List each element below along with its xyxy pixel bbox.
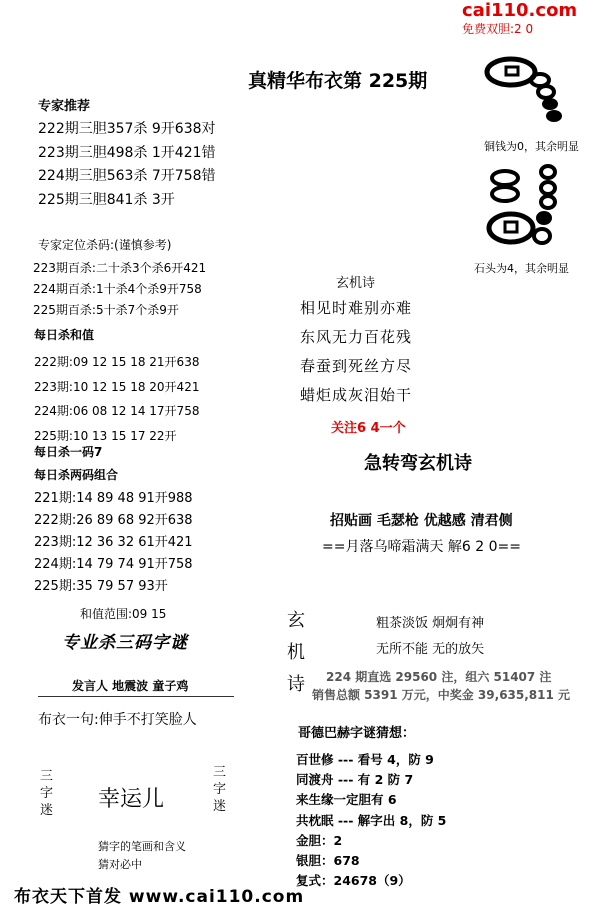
list-item: 225期三胆841杀 3开 (38, 191, 175, 208)
sales-line-1: 224 期直选 29560 注，组六 51407 注 (326, 670, 552, 684)
coins-picture-2 (478, 164, 580, 254)
riddle-speakers: 发言人 地震波 童子鸡 (72, 679, 189, 693)
sum-kill-heading: 每日杀和值 (34, 328, 95, 342)
sales-line-2: 销售总额 5391 万元，中奖金 39,635,811 元 (312, 688, 571, 702)
position-kill-heading: 专家定位杀码:(谨慎参考) (38, 238, 172, 252)
zhaotie-line-2: ==月落乌啼霜满天 解6 2 0== (322, 539, 521, 555)
poem-lines (300, 294, 412, 410)
vertical-char: 玄 (287, 610, 305, 631)
buyi-line: 布衣一句:伸手不打笑脸人 (38, 712, 197, 728)
xuanji-vertical (287, 605, 305, 701)
list-item: 同渡舟 --- 有 2 防 7 (296, 772, 414, 788)
vertical-char: 机 (287, 642, 305, 663)
poem-focus: 关注6 4一个 (331, 421, 406, 436)
vertical-char: 诗 (287, 674, 305, 695)
riddle-tag-right: 三字迷 (213, 765, 227, 814)
poem-line: 东风无力百花残 (300, 328, 413, 346)
poem-title: 玄机诗 (336, 276, 376, 291)
list-item: 225期百杀:5十杀7个杀9开 (33, 303, 179, 317)
two-code-heading: 每日杀两码组合 (34, 468, 119, 482)
list-item: 223期三胆498杀 1开421错 (38, 144, 216, 161)
footer-text: 布衣天下首发 www.cai110.com (14, 887, 305, 907)
lucky-note-2: 猜对必中 (98, 858, 142, 871)
list-item: 223期:10 12 15 18 20开421 (34, 379, 200, 394)
list-item: 金胆：2 (296, 832, 343, 848)
poem-line: 春蚕到死丝方尽 (300, 357, 413, 375)
coins-caption-1: 铜钱为0，其余明显 (484, 140, 579, 153)
xuanji-line-1: 粗茶淡饭 炯炯有神 (376, 616, 485, 631)
list-item: 银胆：678 (296, 853, 360, 869)
list-item: 225期:35 79 57 93开 (34, 579, 168, 594)
xuanji-line-2: 无所不能 无的放矢 (376, 642, 485, 657)
list-item: 223期百杀:二十杀3个杀6开421 (33, 261, 207, 275)
lucky-note-1: 猜字的笔画和含义 (98, 840, 186, 853)
sum-kill-list (34, 350, 199, 448)
riddle-tag-left: 三字迷 (40, 769, 54, 818)
list-item: 225期:10 13 15 17 22开 (34, 428, 177, 443)
turn-poem-title: 急转弯玄机诗 (364, 453, 472, 474)
expert-heading: 专家推荐 (38, 99, 91, 114)
goethe-heading: 哥德巴赫字谜猜想： (298, 726, 416, 741)
list-item: 221期:14 89 48 91开988 (34, 491, 193, 506)
list-item: 共枕眠 --- 解字出 8，防 5 (296, 812, 447, 828)
promo-text: 免费双胆:2 0 (462, 22, 534, 36)
zhaotie-line-1: 招贴画 毛瑟枪 优越感 清君侧 (330, 513, 513, 529)
list-item: 222期:09 12 15 18 21开638 (34, 355, 200, 369)
two-code-list (34, 488, 193, 598)
riddle-title: 专业杀三码字谜 (62, 633, 188, 653)
poem-line: 相见时难别亦难 (300, 299, 413, 317)
one-code-heading: 每日杀一码7 (34, 445, 103, 459)
coins-caption-2: 石头为4，其余明显 (474, 262, 569, 275)
list-item: 224期三胆563杀 7开758错 (38, 168, 216, 184)
expert-list (38, 118, 216, 212)
divider (38, 696, 234, 697)
goethe-list (296, 750, 446, 891)
list-item: 224期百杀:1十杀4个杀9开758 (33, 282, 202, 296)
sum-range: 和值范围:09 15 (80, 607, 167, 621)
position-kill-list (33, 258, 206, 321)
list-item: 222期:26 89 68 92开638 (34, 513, 193, 528)
list-item: 224期:14 79 74 91开758 (34, 557, 193, 572)
list-item: 百世修 --- 看号 4，防 9 (296, 752, 434, 767)
list-item: 224期:06 08 12 14 17开758 (34, 404, 200, 418)
poem-line: 蜡炬成灰泪始干 (300, 386, 413, 404)
list-item: 223期:12 36 32 61开421 (34, 535, 193, 550)
list-item: 222期三胆357杀 9开638对 (38, 121, 216, 137)
lucky-word: 幸运儿 (98, 787, 165, 812)
list-item: 复式：24678（9） (296, 873, 411, 889)
coins-picture-1 (478, 52, 580, 132)
site-logo: cai110.com (462, 0, 578, 21)
page-title: 真精华布衣第 225期 (248, 70, 428, 92)
list-item: 来生缘一定胆有 6 (296, 792, 397, 808)
